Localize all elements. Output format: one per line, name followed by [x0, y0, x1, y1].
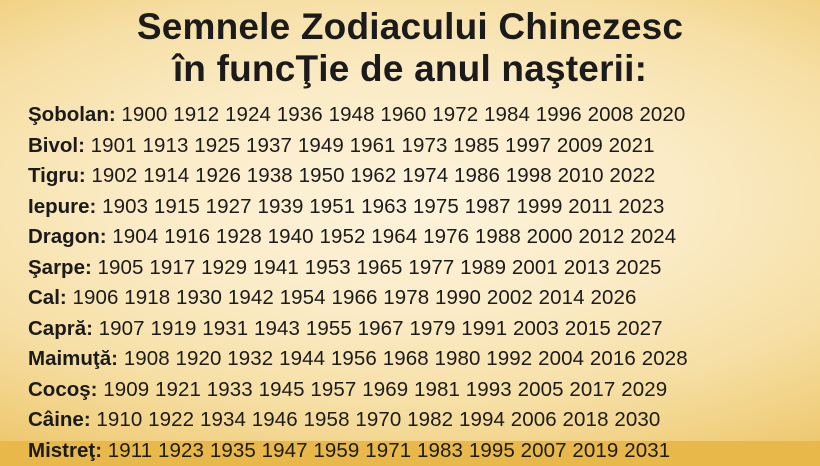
sign-name: Dragon:: [28, 225, 107, 249]
sign-years: 1907 1919 1931 1943 1955 1967 1979 1991 2003 2015 2027: [98, 316, 663, 340]
sign-name: Şarpe:: [28, 255, 92, 279]
sign-name: Bivol:: [28, 133, 85, 157]
sign-years: 1906 1918 1930 1942 1954 1966 1978 1990 2002 2014 2026: [72, 286, 637, 310]
list-item: [28, 436, 810, 466]
sign-years: 1903 1915 1927 1939 1951 1963 1975 1987 1999 2011 2023: [102, 194, 665, 218]
list-item: [28, 314, 810, 345]
sign-years: 1904 1916 1928 1940 1952 1964 1976 1988 2000 2012 2024: [112, 225, 677, 249]
list-item: [28, 405, 810, 436]
sign-name: Cal:: [28, 286, 67, 310]
sign-years: 1909 1921 1933 1945 1957 1969 1981 1993 2005 2017 2029: [103, 377, 668, 401]
sign-years: 1902 1914 1926 1938 1950 1962 1974 1986 1998 2010 2022: [91, 164, 656, 188]
list-item: [28, 161, 810, 192]
list-item: [28, 283, 810, 314]
page-title-line-1: Semnele Zodiacului Chinezesc: [136, 6, 684, 47]
page-title-line-2: în funcŢie de anul naşterii:: [172, 47, 648, 89]
sign-years: 1900 1912 1924 1936 1948 1960 1972 1984 1996 2008 2020: [121, 103, 686, 127]
sign-name: Mistreţ:: [28, 438, 103, 462]
list-item: [28, 344, 810, 375]
list-item: [28, 253, 810, 284]
sign-name: Iepure:: [28, 194, 97, 218]
sign-name: Şobolan:: [28, 103, 116, 127]
sign-name: Tigru:: [28, 164, 86, 188]
zodiac-sign-list: [0, 100, 820, 466]
sign-name: Maimuţă:: [28, 347, 118, 371]
sign-years: 1905 1917 1929 1941 1953 1965 1977 1989 2001 2013 2025: [97, 255, 662, 279]
sign-years: 1911 1923 1935 1947 1959 1971 1983 1995 2007 2019 2031: [107, 438, 671, 462]
sign-name: Câine:: [28, 408, 91, 432]
sign-years: 1910 1922 1934 1946 1958 1970 1982 1994 2006 2018 2030: [96, 408, 661, 432]
sign-years: 1908 1920 1932 1944 1956 1968 1980 1992 2004 2016 2028: [123, 347, 688, 371]
list-item: [28, 375, 810, 406]
list-item: [28, 222, 810, 253]
list-item: [28, 131, 810, 162]
page-title: [0, 0, 820, 88]
sign-name: Capră:: [28, 316, 93, 340]
list-item: [28, 192, 810, 223]
list-item: [28, 100, 810, 131]
sign-years: 1901 1913 1925 1937 1949 1961 1973 1985 1997 2009 2021: [90, 133, 655, 157]
sign-name: Cocoş:: [28, 377, 98, 401]
